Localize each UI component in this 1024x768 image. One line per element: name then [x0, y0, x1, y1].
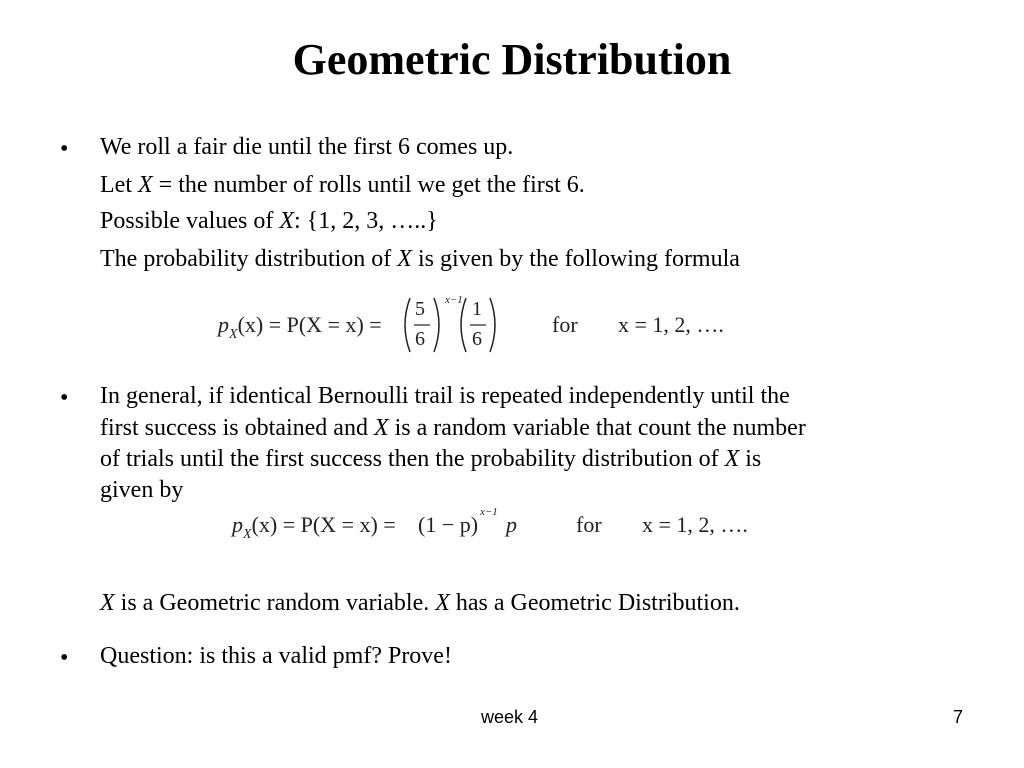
bullet-1-line-2: Let X = the number of rolls until we get the first 6.: [100, 172, 585, 198]
bullet-1-line-3: Possible values of X: {1, 2, 3, …..}: [100, 208, 438, 234]
bullet-3-question: Question: is this a valid pmf? Prove!: [100, 643, 452, 669]
bullet-1-line-4: The probability distribution of X is given by the following formula: [100, 246, 740, 272]
footer-week: week 4: [481, 707, 539, 727]
bullet-2-line-3: of trials until the first success then the probability distribution of X is: [100, 446, 762, 472]
bullet-2-line-2: first success is obtained and X is a random variable that count the number: [100, 415, 806, 441]
slide-title: Geometric Distribution: [292, 35, 732, 84]
bullet-marker-1: •: [60, 136, 69, 162]
formula-geometric-die: $p_X(x) = P(X = x)$ = 5 6 x−1 1 6 for x = 1, 2, ….: [218, 292, 778, 358]
conclusion-line: X is a Geometric random variable. X has a Geometric Distribution.: [100, 590, 740, 616]
slide-number: 7: [953, 707, 964, 727]
bullet-2-line-1: In general, if identical Bernoulli trail is repeated independently until the: [100, 383, 790, 409]
bullet-1-line-1: We roll a fair die until the first 6 comes up.: [100, 134, 514, 160]
formula-geometric-general: $p_X(x) = P(X = x)$ = (1 − p) x−1 p for x = 1, 2, ….: [232, 506, 748, 542]
bullet-marker-2: •: [60, 385, 69, 411]
bullet-2-line-4: given by: [100, 477, 184, 503]
bullet-marker-3: •: [60, 645, 69, 671]
